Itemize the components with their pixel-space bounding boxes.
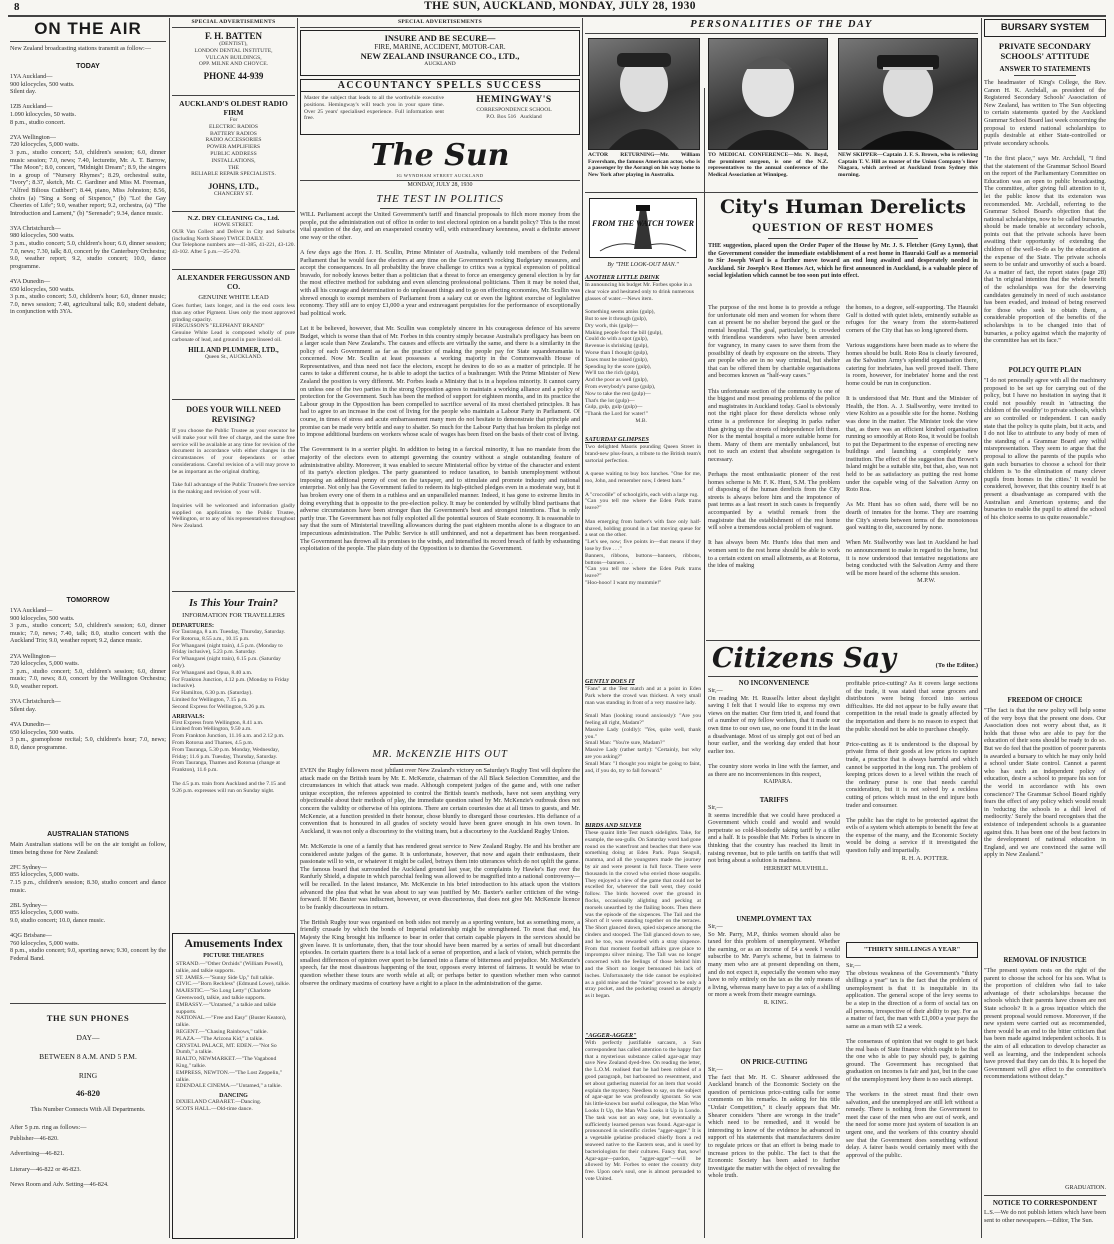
editorial-body: WILL Parliament accept the United Government's tariff and financial proposals to filch more money from the people, put the administration out of office in order to test electoral opinion on a bandit policy? This is the most vital question of the day, and an exasperated country will, with extraordinary keenness, await a definite answer one way or the other. A few days ago the Hon. J. H. Scullin, Prime Minister of Australia, valiantly told members of the Federal Parliament that he would face the electors at any time on the Government's rocking Budgetary measures, and accept the consequences. In all probability the brave challenge to critics was a typical expression of political bravado, for nobody knows better than a politician that a threat to force an emergency general election is by far the most effective method for subduing and even silencing professional politicians. Then it may be noted that, with all his courage and determination to do unpleasant things and to go on effecting economies, Mr. Scullin was shrewd enough to exempt members of Parliament from a salary cut or even the lightest exercise of legislative economy. They still are to enjoy £1,000 a year and extravagant perquisites for the performance of exceptionally bad political work. Let it be believed, however, that Mr. Scullin was completely sincere in his courageous defence of his severe Budget, which is worse than that of Mr. Forbes in this country simply because Australia's profligacy has been on a larger scale than New Zealand's. The causes and effects are virtually the same, and there is a similarity in the policy of each Government as far as the practice of making the people pay for State squanderamania is concerned. Now Mr. Scullin at least possesses a working majority in the Commonwealth House of Representatives, and thus need not face the electors, except he desires to do so as a matter of principle. If he cares to take a different course, he is able to adopt the tactics of a bushranger. With the Prime Minister of New Zealand the position is very different. Mr. Forbes leads a Ministry that is in a hopeless minority. It cannot carry on unless one of the two parties in the strong Opposition agrees to maintain a working alliance and a policy of protection for the Government. Such has been the method of support for eighteen months, and in its practice the Labour group in the Opposition has been compelled to sacrifice several of its most cherished principles. It has had to agree to an increase in the cost of living for the people who maintain a Labour Party in Parliament. Of course, in times of stress and acute embarrassment many men do not hesitate to demonstrate that principle and promise can be made very brittle and easy to shatter. So much for the Labour Party that has broken its pledge not to impose additional burdens on workers whose scale of wages has been fixed on the basis of their cost of living. The Government is in a sorrier plight. In addition to being in a farcical minority, it has no mandate from the majority of the electors even to attempt governing the country without a single outstanding feature of administrative ability. Moreover, it was enabled to secure Ministerial office by virtue of the character and extent of its party's election pledges. The party guaranteed to reduce taxation, to banish unemployment without imposing an additional penny of cost on the taxpayer, and to stimulate and promote industry and national enterprise. Not only has the Government failed to redeem its high-pitched pledges even in a moderate way, but it has broken every one of them in a ruthless and an unparalleled manner. Indeed, it has gone to extreme limits in doing everything that is opposite to the pre-election policy. It may be contended by wilfully blind partisans that adverse circumstances have been stronger than the Government's best and strongest intentions. That is only partly true. The Government has not fully exploited all the potential sources of State economy. It is reasonable to say that the sum of Ministerial travelling allowances during the past eighteen months alone is a disgrace to an impecunious administration. The Public Service is still unthinned, and not a department has been reorganised. The Government has thrown all its promises to the winds, and intensified its record breach of faith by exhausting exploitation of the people. The plain duty of the Opposition is to dismiss the Government. [300, 211, 580, 553]
insure-company: NEW ZEALAND INSURANCE CO., LTD., [360, 51, 520, 61]
bursary-subtitle: PRIVATE SECONDARY SCHOOLS' ATTITUDE [998, 41, 1092, 61]
phones-note: This Number Connects With All Departments. [30, 1106, 146, 1113]
departures-list: For Tauranga, 8 a.m. Tuesday, Thursday, Saturday. For Rotorua, 8.55 a.m., 10.15 p.m. For Whangarei (night train), 4.5 p.m. (Monday to Friday inclusive), 5.23 p.m. Saturday. For Whangarei (night train), 6.15 p.m. (Saturday only). For Whangarei and Opua, 8.40 a.m. For Frankton Junction, 4.12 p.m. (Monday to Friday inclusive). For Hamilton, 6.30 p.m. (Saturday). Limited for Wellington, 7.15 p.m. Second Express for Wellington, 9.26 p.m. [172, 629, 290, 710]
masthead-title: THE SUN, AUCKLAND, MONDAY, JULY 28, 1930 [424, 0, 696, 12]
batten-name: F. H. BATTEN [204, 31, 262, 41]
choice-body: "The fact is that the new policy will help some of the very boys that the present one does. Our Association does not worry about that, as it holds that those who are able to pay for the education of their sons should be ready to do so. But we do feel that the position of poorer parents is awarded a bursary to which he may only hold a school under State control. Cannot a parent who has such an independent policy of education, desire a school to prepare his son for the world in accordance with his own conscience? The Grammar School Board rightly fears the effect of any policy which would result in 'reducing the schools to a dull level of mediocrity.' Surely the board recognises that the existence of independent schools is a guarantee against this. It has been one of the best factors in the development of national education in England, and we are convinced the same will apply in New Zealand." [984, 707, 1108, 859]
policy-title: POLICY QUITE PLAIN [1008, 367, 1082, 374]
wt-heading-drink: ANOTHER LITTLE DRINK [585, 274, 660, 281]
public-trustee-ad [172, 405, 295, 587]
wt-body-drink: In announcing his budget Mr. Forbes spoke in a clear voice and hesitated only to drink numerous glasses of water.—News item. Something seems amiss (gulp), But to see it through (gulp), Dry work, this (gulp)— Making people foot the bill (gulp), Could do with a spot (gulp), Revenue is shrinking (gulp), Worse than I thought (gulp), Taxes must be raised (gulp), Spending by the score (gulp), We'll tax the rich (gulp), And the poor as well (gulp), From everybody's purse (gulp), Now to take the rest (gulp)— That's the lot (gulp)— Gulp, gulp, gulp (gulp)— "Thank the Lord for water!" M.B. [585, 282, 694, 424]
revise-will-text: If you choose the Public Trustee as your executor he will make your will free of charge, and the same free service will be available at any time for revision of the document in accordance with either changes in the circumstances of your dependants or other considerations. Careful revision of a will may prove to be as important as the original drafting. Take full advantage of the Public Trustee's free service in the making and revision of your will. Inquiries will be welcomed and information gladly supplied on application to the Public Trustee, Wellington, or to any of his representatives throughout New Zealand. [172, 428, 295, 530]
hill-plummer-address: Queen St., AUCKLAND. [204, 353, 263, 360]
letter-title: TARIFFS [759, 797, 789, 804]
hemingway-name: HEMINGWAY'S [476, 95, 552, 105]
watch-tower-byline: By "THE LOOK-OUT MAN." [607, 262, 679, 268]
batten-text: (DENTIST), LONDON DENTAL INSTITUTE, VULCAN BUILDINGS, OPP. MILNE AND CHOYCE. [194, 41, 273, 68]
derelicts-col-b: the homes, to a degree, self-supporting. The Hauraki Gulf is dotted with quiet islets, eminently suitable as refuges for the weary from the storm-battered corners of the City that has so long ignored them. Various suggestions have been made as to where the homes should be built. Roto Roa is clearly favoured, as the Salvation Army's splendid organisation there, catering for inebriates, has well proved itself. There is room, however, for inebriates' home and the rest home could be run in conjunction. It is understood that Mr. Hunt and the Minister of Health, the Hon. A. J. Stallworthy, were invited to view Kohiro as a possible site for the home. Nothing was done in the matter. The Minister took the view that, as there was an efficient kindred organisation running so smoothly at Roto Roa, it would be foolish to put the Department to the expense of erecting new buildings and launching a completely new institution. The effect of the suggestion that Brown's Island might be a suitable site, but that, also, was not held to be as satisfactory as putting the rest home under the capable wing of the Salvation Army on Roto Roa. As Mr. Hunt has so often said, there will be no dearth of inmates for the home. They are roaming the City's streets between terms of the monotonous gaol waiting to die, succoured by none. When Mr. Stallworthy was last in Auckland he had no announcement to make in regard to the home, but it is now understood that tentative negotiations are being conducted with the Salvation Army and there will be more heard of the scheme this session. M.P.W. [846, 304, 978, 585]
insure-city: AUCKLAND [424, 61, 456, 67]
johns-radio-ad [172, 99, 295, 207]
radio-list: ELECTRIC RADIOS BATTERY RADIOS RADIO ACCESSORIES POWER AMPLIFIERS PUBLIC ADDRESS INSTALLATIONS, THE RELIABLE REPAIR SPECIALISTS. [191, 123, 276, 178]
column-rule [704, 88, 705, 1238]
column-rule [582, 18, 583, 1238]
derelicts-lead: THE suggestion, placed upon the Order Paper of the House by Mr. J. S. Fletcher (Grey Lynn), that the Government consider the immediate establishment of a rest home in Hauraki Gulf as a memorial to Sir Joseph Ward is a further move toward an end long awaited and desperately needed in Auckland. Sir Joseph's Rest Homes Act, which he first announced in Auckland, is a valuable piece of social legislation which cannot be too soon put into effect. [708, 242, 980, 280]
personalities-title: PERSONALITIES OF THE DAY [690, 19, 873, 30]
removal-title: REMOVAL OF INJUSTICE [1003, 957, 1087, 964]
letter-body: Sir,— The obvious weakness of the Government's "thirty shillings a year" tax is the fact that the problem of unemployment is that it is inequitable in its application. The general scope of the levy seems to be a step in the direction of a form of social tax on all persons, irrespective of their ability to pay. For as a matter of fact, the man with £1,000 a year pays the same as a man with £2 a week. The consensus of opinion that we ought to get back the real basis of State finance which ought to be that the one who is able to pay should pay, is gaining ground. The Government has recognised that graduation on incomes is fair and just, but in the case of the unemployment levy there is no such attempt. The workers in the street must find their own salvation, and the unemployed are still left without a remedy. There is nothing from the Government to meet the case of the men who are out of work, and the need for some more just system of taxation is an urgent one, and the workers of this country should see that the Government does something without delay. A fairer basis would certainly meet with the approval of the public. [846, 962, 978, 1159]
portrait-figure [839, 39, 977, 149]
notice-body: L.S.—We do not publish letters which have been sent to other newspapers.—Editor, The Sun. [984, 1209, 1108, 1224]
amusements-index [172, 933, 295, 1239]
phones-ring: RING [78, 1071, 98, 1080]
section-rule [706, 640, 980, 641]
accountancy-title: ACCOUNTANCY SPELLS SUCCESS [301, 80, 579, 92]
page-number: 8 [14, 1, 20, 13]
letter-body: Sir,— So Mr. Parry, M.P., thinks women should also be taxed for this problem of unemployment. Whether the earning, or as an income of £4 a week I would subscribe to Mr. Parry's scheme, but in fairness to many men who are at present depending on them, and do not expect it, especially the women who may have to rely entirely on the tax as the only means of a living, whereas many have to pay a tax of a shilling or more a week from their meagre earnings. R. KING. [708, 923, 840, 1006]
bursary-column [984, 19, 1106, 1239]
sun-address: IG WYNDHAM STREET AUCKLAND [396, 173, 484, 178]
bursary-answer: ANSWER TO STATEMENTS [999, 65, 1091, 73]
brown-caption: NEW SKIPPER—Captain J. F. S. Brown, who is relieving Captain T. V. Hill as master of the Union Company's liner Niagara, which arrived at Auckland from Sydney this morning. [838, 152, 978, 178]
radio-firm-address: CHANCERY ST. [213, 191, 254, 198]
masthead [0, 0, 1114, 14]
on-the-air-heading: ON THE AIR [34, 19, 142, 38]
dancing-label: DANCING [219, 1093, 248, 1100]
policy-body: "I do not personally agree with all the machinery proposed to be set up for carrying out of the policy, but I have no hesitation in saying that it could not possibly result in 'attracting the children of the wealthy' to private schools, which are so controlled or independent. I can easily state that the policy is quite plain, but it acts, and I do not like to attribute to any body of men of the standing of a Grammar Board any wilful misrepresentation. They seem to argue that the proposal to allow the parents of the pupils who gain such bursaries to choose a school for their children is 'to the elimination of many clever pupils from homes in the cities.' It would be considered, however, that this country itself is at present a disadvantage as compared with the Australian and American systems; and the bursaries to enable the pupil to attend the school of his choice seems to us quite reasonable." [984, 377, 1108, 521]
special-ads-label: SPECIAL ADVERTISEMENTS [191, 19, 276, 25]
wt-heading-agger: "AGGER-AGGER" [585, 1032, 637, 1039]
column-rule [297, 18, 298, 1238]
departures-label: DEPARTURES: [172, 623, 215, 629]
wt-body-birds: These quaint little Test match sidelights. Take, for example, the sea-gulls. On Saturday word had gone round on the waterfront and beaches that there was something doing at Eden Park. Papa Seagull, mamma, and all the youngsters made the journey by air and were present in full force. There were thousands in the crowd who envied those seagulls. They enjoyed a view of the game that could not be excelled for, wherever the ball went, they could follow. The birds hovered over the ground in flocks, occasionally alighting and pecking at morsels unearthed by the flailing boots. Then there was the episode of the sixpences. The Tail and the Short of it were standing together on the terraces. The Short glanced down, spied sixpence among the cinders and stooped. The Tall glanced down to see, and he too, was rewarded with a stray sixpence. From that moment football affairs gave place to impromptu silver mining. The Tall was no longer concerned with the feelings of those behind him and the Short no longer bemoaned his lack of inches. Unfortunately the tide cannot be exploited as a gold mine and the "mine" proved to be only a stray pocket, and the pocketing ceased as abruptly as it began. [585, 830, 703, 1000]
amusements-list: STRAND.—"Other Orchids" (William Powell), talkie, and talkie supports. ST. JAMES.—"Sunny Side Up," full talkie. CIVIC.—"Born Reckless" (Edmund Lowe), talkie. MAJESTIC.—"So Long Letty" (Charlotte Greenwood), talkie, and talkie supports. EMBASSY.—"Untamed," a talkie and talkie supports. NATIONAL.—"Free and Easy" (Buster Keaton), talkie. REGENT.—"Chasing Rainbows," talkie. PLAZA.—"The Arizona Kid," a talkie. CRYSTAL PALACE, MT. EDEN.—"Not So Dumb," a talkie. RIALTO, NEWMARKET.—"The Vagabond King," talkie. EMPRESS, NEWTON.—"The Lost Zeppelin," talkie. EDENDALE CINEMA.—"Untamed," a talkie. [176, 961, 291, 1090]
choice-title: FREEDOM OF CHOICE [1007, 697, 1083, 704]
today-label: TODAY [76, 63, 100, 70]
dry-cleaning-ad [172, 215, 295, 265]
drycleaning-text: OUR Van Collect and Deliver in City and Suburbs (including North Shore) TWICE DAILY. Our Telephone numbers are—41-385, 41-221, 43-120. 43-102. After 5 p.m.—25-270. [172, 228, 295, 256]
faversham-caption: ACTOR RETURNING—Mr. William Faversham, the famous American actor, who is a passenger by the Aorangi on his way home to New York after playing in Australia. [588, 152, 700, 178]
fergusson-ad [172, 273, 295, 395]
hill-plummer-name: HILL AND PLUMMER, LTD., [188, 346, 279, 354]
letter-body: Sir,— It seems incredible that we could have produced a Government which could and would and would perpetrate so cold-bloodedly taking tariff by a tiller and a half. It is possible that Mr. Forbes is sincere in thinking that the country has reached its limit in raising revenue, but to pile tariffs on tariffs that will not bring about a solution is madness. HERBERT MULVIHILL. [708, 804, 840, 872]
portrait-figure [589, 39, 699, 149]
faversham-photo [588, 38, 700, 150]
hemingway-school: CORRESPONDENCE SCHOOL P.O. Box 516 Auckland [476, 107, 552, 120]
citizens-say-title: Citizens Say [712, 643, 896, 674]
bursary-title: BURSARY SYSTEM [1000, 22, 1090, 33]
tomorrow-label: TOMORROW [66, 597, 110, 604]
drycleaning-title: N.Z. DRY CLEANING Co., Ltd. [187, 215, 280, 222]
bursary-title-box [984, 19, 1106, 37]
australian-heading: AUSTRALIAN STATIONS [47, 831, 129, 838]
watch-tower-label: FROM THE WATCH TOWER [591, 219, 695, 228]
section-rule [585, 192, 978, 193]
radio-firm-name: JOHNS, LTD., [208, 182, 259, 192]
insure-title: INSURE AND BE SECURE— [384, 33, 496, 43]
thirty-shillings-box [846, 942, 978, 958]
sun-nameplate [300, 139, 580, 191]
letter-body: profitable price-cutting? As it covers large sections of the trade, it was stated that some grocers and distributors were being forced into serious difficulties. He did not appear to be fully aware that competition in the retail trade is greatly affected by the importation and there is no reason to expect that the public should not be able to purchase cheaply. Price-cutting as it is understood is the disposal by private firms of their goods at low prices to capture trade, a practice that is always harmful and which cannot be supported in the long run. The problem of keeping prices down to a level within the reach of the ordinary purse is one that needs careful consideration, but it is not solved by a reckless cutting of prices which must in the end injure both trader and consumer. The public has the right to be protected against the evils of a system which attempts to benefit the few at the expense of the many, and the Economic Society would be doing a service if it investigated the question fully and impartially. R. H. A. POTTER. [846, 680, 978, 862]
fergusson-subtitle: GENUINE WHITE LEAD [198, 294, 269, 301]
wt-body-glimpses: Two delighted Maoris pounding Queen Street in brand-new plus-fours, a tribute to the British team's sartorial perfection. A queue waiting to buy box lunches. "One for me, too, John, and remember now, I detest ham." A "crocodile" of schoolgirls, each with a large rug. "Can you tell me where the Eden Park trams leave?" Man emerging from barber's with face only half-shaved, holding ground in a fast moving queue for a seat on the other. "Let's see, now; five points in—that means if they lose by five . . ." Banners, ribbons, buttons—banners, ribbons, buttons—banners . . . "Can you tell me where the Eden Park trams leave?" "Hoo-hooo! I want my mummie!" [585, 444, 701, 586]
radio-intro: New Zealand broadcasting stations transmit as follow:— [10, 45, 151, 52]
advertisements-column [172, 19, 295, 1239]
to-editor: (To the Editor.) [935, 662, 978, 669]
insure-subtitle: FIRE, MARINE, ACCIDENT, MOTOR-CAR. [374, 43, 506, 51]
sun-phones-box [10, 1007, 166, 1239]
wt-heading-gently: GENTLY DOES IT [585, 678, 635, 685]
derelicts-article [708, 196, 978, 636]
column-rule [981, 18, 982, 1238]
phones-number: 46-820 [75, 1088, 101, 1098]
letter-title: ON PRICE-CUTTING [740, 1059, 808, 1066]
letters-col-a [708, 680, 840, 1238]
bursary-body: The headmaster of King's College, the Rev. Canon H. K. Archdall, as president of the Registered Secondary Schools' Association of New Zealand, has written to The Sun objecting to certain statements quoted by the Auckland Grammar School Board last week concerning the proposal to extend national scholarships to pupils desirable at either State-controlled or private secondary schools. "In the first place," says Mr. Archdall, "I find that the statement of the Grammar School Board on the report of the Parliamentary Committee on Education was an open to public broadcasting. The committee, after giving full attention to it, let the public know that its extension was recommended. Mr. Archdall, referring to the Grammar School Board's objection that the national scholarships, now to be called bursaries, should be made tenable at secondary schools, points out that the private schools have been awaiting their opportunity of extending the children of the well-to-do as by the education at the expense of the State. The private schools seem to be unfair and unworthy of such a board. As a matter of fact, the report states (page 28) that 'in original intention that the whole benefit of the scholarships was for the deserving candidates genuinely in need of such assistance has been evaded, and instead of being reserved for those who seek to obtain them, a considerable proportion of the benefits of the scholarships is to be changed into that of bursaries, a policy against which the majority of the committee has set its face." [984, 79, 1106, 345]
phones-title: THE SUN PHONES [46, 1013, 130, 1023]
phones-after: After 5 p.m. ring as follows:— [10, 1123, 87, 1131]
wt-heading-glimpses: SATURDAY GLIMPSES [585, 436, 649, 443]
letter-title: "THIRTY SHILLINGS A YEAR" [863, 946, 961, 953]
letter-title: NO INCONVENIENCE [738, 680, 810, 687]
mckenzie-title: MR. McKENZIE HITS OUT [372, 749, 508, 760]
batten-ad [172, 31, 295, 91]
today-programs: 1YA Auckland— 900 kilocycles, 500 watts. Silent day. 1ZB Auckland— 1.090 kilocycles, 50 watts. 8 p.m., studio concert. 2YA Wellington— 720 kilocycles, 5,000 watts. 3 p.m., studio concert; 5.0, children's session; 6.0, dinner music session; 7.0, news; 7.40, lecturette, Mr. A. T. Barrow, "The Moon"; 8.0, concert, "Midnight Dream"; 8.9, the singers in a group of "Nursery Rhymes"; 8.29, orchestral suite, "Ivory"; 8.37, sketch, Mr. C. Gardiner and Miss M. Freeman, "Alfred Bilious Cuthbert"; 8.44, piano, Miss Johnston; 8.56, choirs (a) "Sing a Song of Sixpence," (b) "Lo! the Gay Cheeries of Life"; 9.0, weather report; 9.2, orchestra, (a) "The Introduction and Lament," (b) "Serenade"; 9.34, dance music. 3YA Christchurch— 980 kilocycles, 500 watts. 3 p.m., studio concert; 5.0, children's hour; 6.0, dinner session; 7.0, news; 7.30, talk; 8.0, concert by the Canterbury Orchestra; 9.0, weather report; 9.2, studio concert; 10.0, dance programme. 4YA Dunedin— 650 kilocycles, 500 watts. 3 p.m., studio concert; 5.0, children's hour; 6.0, dinner music; 7.0, news session; 7.40, agricultural talk; 8.0, student debate, in conjunction with 3YA. [10, 73, 166, 316]
editorial-column [300, 19, 580, 1239]
removal-body: "The present system rests on the right of the parent to choose the school for his son. What is the proportion of children who fail to take advantage of their scholarships because the schools which their parents have chosen are not State schools? It is a gross injustice which the present proposal would remove. Moreover, if the new system were carried out as recommended, there would be an end to the bitter criticism that has been made against independent schools. It is the aim of all education to develop character as well as learning, and the independent schools have proved that they can do this. It is hoped the Government will give effect to the committee's recommendations without delay." [984, 967, 1108, 1081]
wt-heading-birds: BIRDS AND SILVER [585, 822, 642, 829]
notice-title: NOTICE TO CORRESPONDENT [992, 1199, 1098, 1207]
tower-icon [590, 199, 696, 257]
portrait-figure [709, 39, 827, 149]
watch-tower-logo [589, 198, 697, 258]
editorial-title: THE TEST IN POLITICS [376, 193, 504, 205]
brown-photo [838, 38, 978, 150]
train-subtitle: INFORMATION FOR TRAVELLERS [182, 612, 285, 619]
masthead-rule [8, 15, 1106, 17]
boyd-photo [708, 38, 828, 150]
accountancy-text: Master the subject that leads to all the worthwhile executive positions. Hemingway's will teach you in your spare time. Over 25 years' specialised experience. Full information sent free. [304, 95, 446, 122]
letter-body: Sir,— The fact that Mr. H. C. Shearer addressed the Auckland branch of the Economic Society on the question of pernicious price-cutting calls for some comments on his remarks. In asking for his title "Unfair Competition," it clearly appears that Mr. Shearer considers "there are wrongs in the trade" which need to be remedied, and it would be interesting to know of the evidence he advanced in support of his statements that manufacturers desire to regulate prices or that an effort is being made to increase prices to the public. The fact is that the Economic Society has been asked to further investigate the matter with the object of revealing the whole truth. [708, 1066, 840, 1180]
arrivals-list: First Express from Wellington, 8.41 a.m. Limited from Wellington, 9.50 a.m. From Frankton Junction, 11.16 a.m. and 2.12 p.m. From Rotorua and Thames, 4.5 p.m. From Tauranga, 5.30 p.m. Monday, Wednesday, Friday; 11.6 p.m. Tuesday, Thursday, Saturday. From Tauranga, Thames and Rotorua (change at Frankton), 11.6 p.m. The 4.5 p.m. train from Auckland and the 7.15 and 9.26 p.m. expresses will run on Sunday night. [172, 719, 286, 794]
batten-phone: PHONE 44-939 [203, 71, 264, 82]
radio-for: For [229, 117, 238, 123]
fergusson-text: Goes further, lasts longer, and in the end costs less than any other Pigment. Uses only the most approved grinding capacity. FERGUSSON'S "ELEPHANT BRAND" Genuine White Lead is composed wholly of pure carbonate of lead, and ground in pure linseed oil. [172, 303, 295, 343]
rest-homes-title: QUESTION OF REST HOMES [752, 220, 934, 234]
on-the-air-column [10, 19, 166, 1239]
special-ads-label: SPECIAL ADVERTISEMENTS [398, 19, 482, 25]
fergusson-name: ALEXANDER FERGUSSON AND CO. [177, 273, 290, 291]
amusements-title: Amusements Index [184, 936, 283, 950]
drycleaning-address: HOWE STREET. [213, 222, 254, 228]
phones-hours: BETWEEN 8 A.M. AND 5 P.M. [39, 1052, 137, 1061]
phones-list: Publisher—46-820. Advertising—46-821. Literary—46-822 or 46-823. News Room and Adv. Setting—46-824. [10, 1135, 109, 1188]
radio-firm-title: AUCKLAND'S OLDEST RADIO FIRM [179, 99, 288, 117]
sun-date: MONDAY, JULY 28, 1930 [407, 182, 473, 188]
phones-day: DAY— [76, 1033, 100, 1042]
australian-stations: Main Australian stations will be on the air tonight as follow, times being those for New Zealand: 2FC Sydney— 855 kilocycles, 5,000 watts. 7.15 p.m., children's session; 8.30, studio concert and dance music. 2BL Sydney— 855 kilocycles, 5,000 watts. 9.0, studio concert; 10.0, dance music. 4QG Brisbane— 760 kilocycles, 5,000 watts. 8 p.m., studio concert; 9.0, sporting news; 9.30, concert by the Federal Band. [10, 841, 166, 962]
derelicts-col-a: The purpose of the rest home is to provide a refuge for unfortunate old men and women for whom there can at present be no shelter beyond the gaol or the mental hospital. The goal, particularly, is crowded with friendless wanderers who have been arrested for vagrancy, in many cases to save them from the possibility of death by exposure on the streets. They are people who are in no way criminal, but shelter that can be offered them by charitable organisations and becomes known as "half-way cases." This unfortunate section of the community is one of the biggest and most pressing problems of the police and magistrates in Auckland today. Gaol is obviously not the right place for these derelicts whose only crime is a preference for sleeping in parks rather than giving up the streets of independence left them. Nor is the mental hospital a more suitable home for them. Many of them are mentally unbalanced, but not to such an extent that absolute segregation is necessary. Perhaps the most enthusiastic pioneer of the rest homes scheme is Mr. F. K. Hunt, S.M. The problem of disposing of the human derelicts from the City streets is always before him and the impotence of past terms as a last resort in such cases is frequently accompanied by a wistful remark from the magistrate that the establishment of the rest home will solve a tremendous social problem of vagrant. It has always been Mr. Hunt's idea that men and women sent to the rest home should be able to work to a certain extent on small allotments, as at Rotorua, the idea of making [708, 304, 840, 570]
letters-col-b [846, 680, 978, 1238]
train-info [172, 597, 295, 927]
mckenzie-body: EVEN the Rugby followers most jubilant over New Zealand's victory on Saturday's Rugby Test will deplore the attack made on the British team by Mr. E. McKenzie, chairman of the All Black Selection Committee, and the circumstances in which that attack was made. Although competent judges of the game and, with one rather unique exception, the referees appointed to control the British team's methods, have not seen anything very objectionable about their methods of play, the immediate question raised by Mr. McKenzie's outbreak does not concern the validity or otherwise of his opinions. There are certain courtesies due at all times to guests, and Mr. McKenzie, at a function presided in their honour, chose bluntly to disregard those courtesies. His defiance of a convention that is honoured in all grades of society would have been grave enough in his own town. In Auckland, it was not only a discourtesy to the visiting team, but a discourtesy to the Auckland Rugby Union. Mr. McKenzie is one of a family that has rendered great service to New Zealand Rugby. He and his brother are considered astute judges of the game. It is unfortunate, however, that now and again their enthusiasm, their passionate will to win, or whatever it might be called, betrays them into utterances which do not uplift the game. The famous board that surrounded the Auckland ground last year, the complaints by Hawke's Bay over the Ranfurly Shield, a dispute in which parochial feeling was allowed to be magnified into a national controversy—will be recalled. In the latest instance, Mr. McKenzie in his brief introduction to his attack upon the visitors advanced the plea that what he was about to say was justified by Mr. Baxter's earlier criticism of the wing-forward. If Mr. Baxter was indiscreet, however, or even discourteous, that does not give Mr. McKenzie licence to be frankly discourteous in return. The British Rugby tour was organised on both sides not merely as a sporting venture, but as something more, a friendly crusade by which the bonds of Imperial relationship might be strengthened. To most that end, his Majesty the King brought his influence to bear in order that certain capable players in the services should be given leave. It is unfortunate, then, that the tour should have been marred by a series of small but discordant episodes. In certain quarters there is a total lack of a sense of proportion, and a lack of vision, which permits the smallest differences of opinion over sport to be fanned into a flame of bitterness and prejudice. Mr. McKenzie's speech, far the most disastrous happening of the tour, opposes every interest of fairness. It would be wise to question whether these tours are worth while at all; or perhaps better to question whether men who cannot observe the ordinary maxims of courtesy have a right to a place in the administration of the game. [300, 767, 580, 987]
column-rule [169, 18, 170, 1238]
letter-title: UNEMPLOYMENT TAX [736, 916, 812, 923]
picture-theatres-label: PICTURE THEATRES [203, 953, 264, 959]
accountancy-ad [300, 79, 580, 135]
arrivals-label: ARRIVALS: [172, 713, 205, 720]
boyd-caption: TO MEDICAL CONFERENCE—Mr. N. Boyd, the prominent surgeon, is one of the N.Z. representatives to the annual conference of the Medical Association at Winnipeg. [708, 152, 828, 178]
derelicts-title: City's Human Derelicts [719, 196, 967, 218]
letter-body: Sir,— On reading Mr. H. Russell's letter about daylight saving I felt that I would like to express my own views on the matter. Our firm tried it, and found that of a number of my fellow workers, that it made our own time to our own use, no one found it in the least a disadvantage. Most of us simply got out of bed an hour earlier, and the working day ended that hour earlier too. The country store works in line with the farmer, and as there are no inconveniences in this respect, KAIPARA. [708, 687, 840, 786]
graduation-signature: GRADUATION. [1065, 1185, 1106, 1191]
tomorrow-programs: 1YA Auckland— 900 kilocycles, 500 watts. 3 p.m., studio concert; 5.0, children's session; 6.0, dinner music; 7.0, news; 7.40, talk; 8.0, studio concert with the Auckland Trio; 9.0, weather report; 9.2, dance music. 2YA Wellington— 720 kilocycles, 5,000 watts. 3 p.m., studio concert; 5.0, children's session; 6.0, dinner music; 7.0, news; 8.0, concert by the Wellington Orchestra; 9.0, weather report. 3YA Christchurch— Silent day. 4YA Dunedin— 650 kilocycles, 500 watts. 3 p.m., gramophone recital; 5.0, children's hour; 7.0, news; 8.0, dance programme. [10, 607, 166, 751]
wt-body-agger: With perfectly justifiable sarcasm, a Sun correspondent has called attention to the happy fact that a mysterious substance called agar-agar may save New Zealand dyed-free. On reading the letter, the L.O.M. realised that he had been robbed of a good paragraph, but harboured no resentment, and set about gathering material for an item that would explain the mystery. Needless to say, on the subject of agar-agar he was profoundly ignorant. So was his little-known but useful colleague, the Man Who Looks It Up, the Man Who Looks it Up in Londo. The task was not an easy one, but eventually a sufficiently learned person was found. Agar-agar is pronounced in scientific circles "agger-agger." It is a vegetable gelatine produced chiefly from a red seaweed native to the Eastern seas, and is used by bacteriologists for their cultures. Fancy that, now! Agar-agar—pardon, "agger-agger"—will be allowed by Mr. Forbes to enter the country duty free. Upon one's soul, one is almost persuaded to vote United. [585, 1040, 703, 1182]
revise-will-title: DOES YOUR WILL NEED REVISING? [186, 405, 281, 424]
wt-body-gently: "Fans" at the Test match and at a point in Eden Park where the crowd was thickest. A very small man was standing in front of a very massive lady. Small Man (looking round anxiously): "Are you feeling all right, Madam?" Massive Lady (coldly): "Yes, quite well, thank you." Small Man: "You're sure, Madam?" Massive Lady (rather tartly): "Certainly, but why are you asking?" Small Man: "I thought you might be going to faint, and, if you do, try to fall forward." [585, 686, 701, 774]
train-title: Is This Your Train? [189, 597, 278, 609]
watch-tower-column [585, 196, 701, 1236]
sun-logo: The Sun [370, 138, 510, 173]
dancing-list: DIXIELAND CABARET.—Dancing. SCOTS HALL.—Old-time dance. [176, 1099, 262, 1112]
citizens-say-section [708, 644, 978, 1238]
insurance-ad [300, 30, 580, 76]
